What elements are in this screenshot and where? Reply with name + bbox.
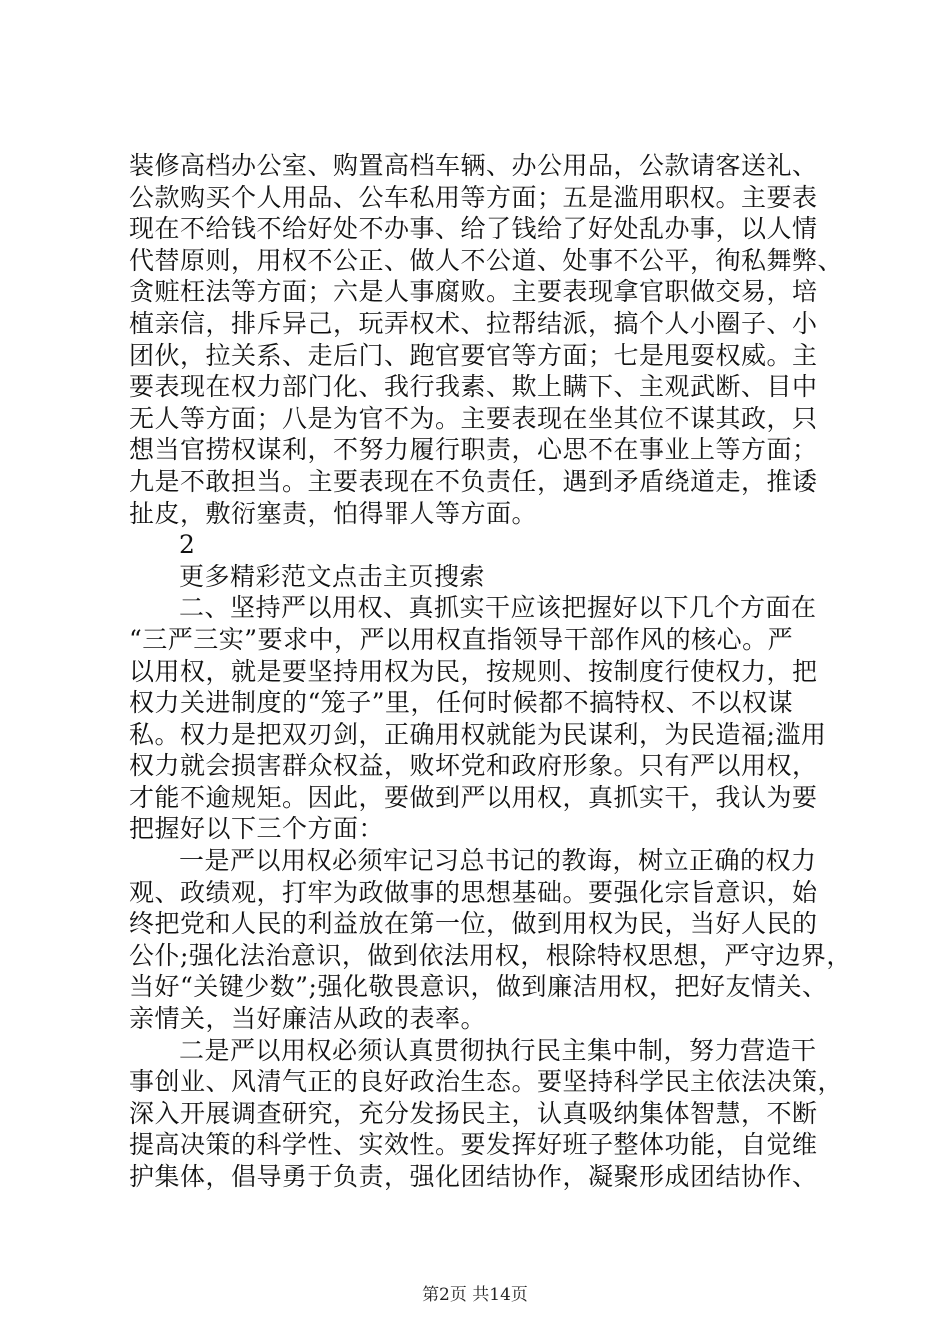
text-line: 公款购买个人用品、公车私用等方面；五是滥用职权。主要表 <box>129 182 818 212</box>
text-line: 现在不给钱不给好处不办事、给了钱给了好处乱办事，以人情 <box>129 214 818 244</box>
text-line: 事创业、风清气正的良好政治生态。要坚持科学民主依法决策， <box>129 1067 844 1097</box>
text-line: 公仆;强化法治意识，做到依法用权，根除特权思想，严守边界， <box>129 940 852 970</box>
inline-page-number: 2 <box>179 530 196 560</box>
page-footer: 第2页 共14页 <box>422 1285 528 1305</box>
text-line: 权力就会损害群众权益，败坏党和政府形象。只有严以用权， <box>129 751 818 781</box>
text-line: 植亲信，排斥异己，玩弄权术、拉帮结派，搞个人小圈子、小 <box>129 308 818 338</box>
text-line: 把握好以下三个方面： <box>129 814 385 844</box>
paragraph-start-line: 二是严以用权必须认真贯彻执行民主集中制，努力营造干 <box>179 1035 817 1065</box>
text-line: 提高决策的科学性、实效性。要发挥好班子整体功能，自觉维 <box>129 1130 818 1160</box>
promo-text-line: 更多精彩范文点击主页搜索 <box>179 561 486 591</box>
text-line: 想当官捞权谋利，不努力履行职责，心思不在事业上等方面； <box>129 435 818 465</box>
text-line: 贪赃枉法等方面；六是人事腐败。主要表现拿官职做交易，培 <box>129 277 818 307</box>
text-line: 以用权，就是要坚持用权为民，按规则、按制度行使权力，把 <box>129 656 818 686</box>
text-line: 护集体，倡导勇于负责，强化团结协作，凝聚形成团结协作、 <box>129 1162 818 1191</box>
text-line: 装修高档办公室、购置高档车辆、办公用品，公款请客送礼、 <box>129 151 818 180</box>
text-line: 权力关进制度的“笼子”里，任何时候都不搞特权、不以权谋 <box>129 688 794 718</box>
text-line: “三严三实”要求中，严以用权直指领导干部作风的核心。严 <box>129 624 794 654</box>
text-line: 无人等方面；八是为官不为。主要表现在坐其位不谋其政，只 <box>129 403 818 433</box>
text-line: 才能不逾规矩。因此，要做到严以用权，真抓实干，我认为要 <box>129 782 818 812</box>
text-line: 深入开展调查研究，充分发扬民主，认真吸纳集体智慧，不断 <box>129 1098 818 1128</box>
text-line: 代替原则，用权不公正、做人不公道、处事不公平，徇私舞弊、 <box>129 245 844 275</box>
paragraph-start-line: 一是严以用权必须牢记习总书记的教诲，树立正确的权力 <box>179 846 817 876</box>
document-body <box>129 150 852 1193</box>
section-heading-line: 二、坚持严以用权、真抓实干应该把握好以下几个方面在 <box>179 593 817 623</box>
text-line: 要表现在权力部门化、我行我素、欺上瞒下、主观武断、目中 <box>129 372 818 402</box>
text-line: 亲情关，当好廉洁从政的表率。 <box>129 1004 487 1034</box>
text-line: 扯皮，敷衍塞责，怕得罪人等方面。 <box>129 498 538 528</box>
text-line: 九是不敢担当。主要表现在不负责任，遇到矛盾绕道走，推诿 <box>129 466 818 496</box>
text-line: 当好“关键少数”;强化敬畏意识，做到廉洁用权，把好友情关、 <box>129 972 828 1002</box>
text-line: 终把党和人民的利益放在第一位，做到用权为民，当好人民的 <box>129 909 818 939</box>
text-line: 团伙，拉关系、走后门、跑官要官等方面；七是甩耍权威。主 <box>129 340 818 370</box>
text-line: 观、政绩观，打牢为政做事的思想基础。要强化宗旨意识，始 <box>129 877 818 907</box>
text-line: 私。权力是把双刃剑，正确用权就能为民谋利，为民造福;滥用 <box>129 719 827 749</box>
